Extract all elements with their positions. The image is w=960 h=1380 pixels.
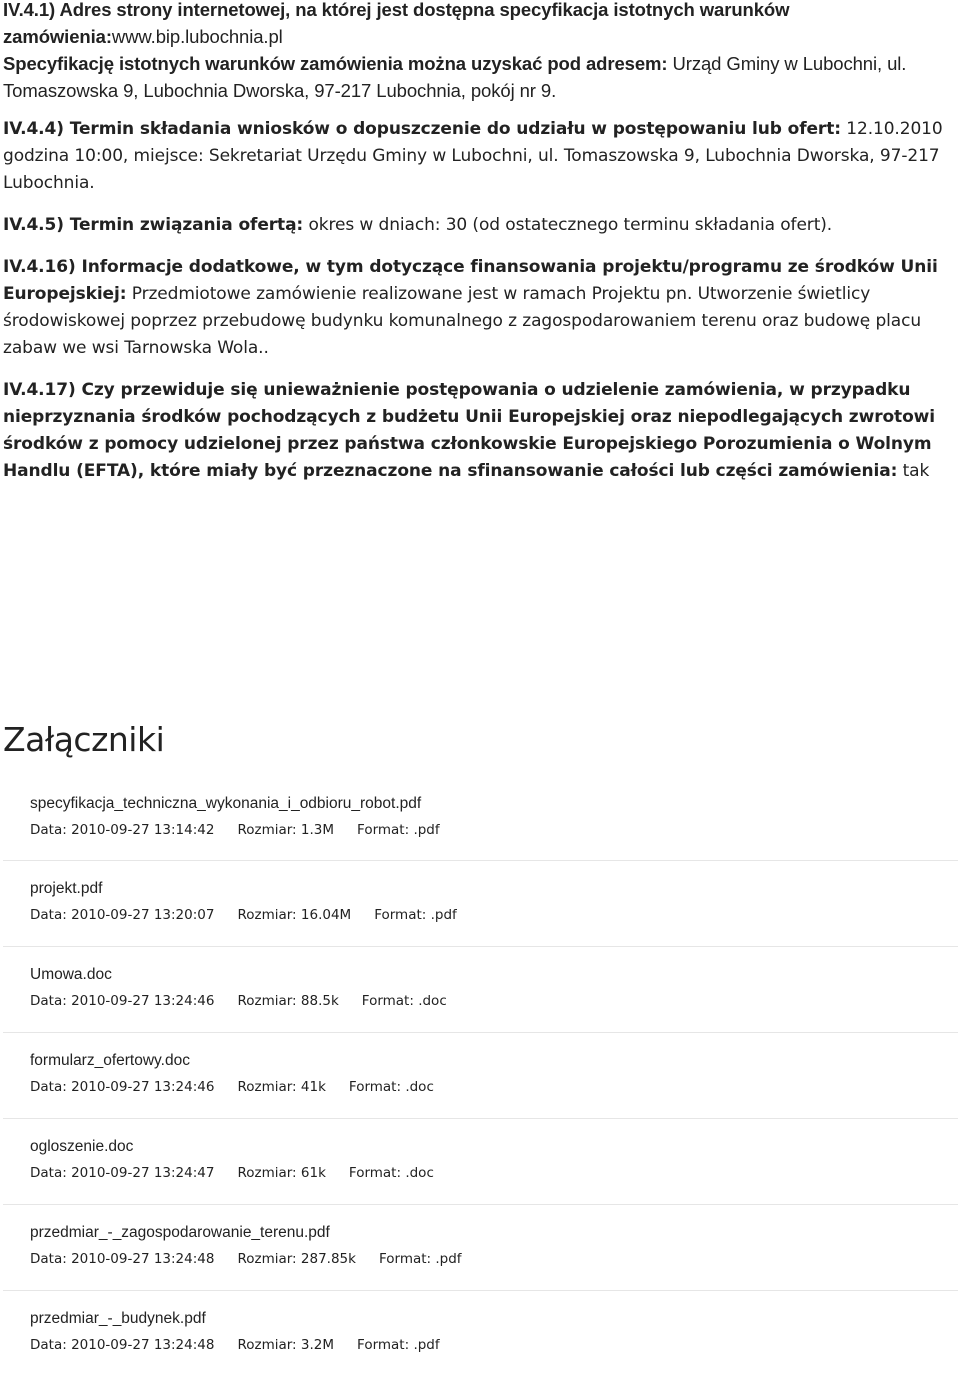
attachment-format: Format: .pdf: [374, 907, 457, 923]
attachment-meta: [30, 1164, 958, 1182]
section-label: IV.4.4) Termin składania wniosków o dopuszczenie do udziału w postępowaniu lub ofert:: [3, 119, 841, 139]
attachment-meta: [30, 821, 958, 839]
section-label: IV.4.5) Termin związania ofertą:: [3, 215, 304, 235]
section-label: Specyfikację istotnych warunków zamówienia można uzyskać pod adresem:: [3, 53, 668, 74]
attachment-meta: [30, 906, 958, 924]
attachment-date: Data: 2010-09-27 13:14:42: [30, 822, 215, 838]
attachment-meta: [30, 1250, 958, 1268]
attachment-date: Data: 2010-09-27 13:24:48: [30, 1337, 215, 1353]
attachment-link[interactable]: przedmiar_-_zagospodarowanie_terenu.pdf: [30, 1224, 330, 1241]
attachment-format: Format: .doc: [348, 1079, 434, 1095]
attachment-item: [3, 861, 958, 947]
attachment-meta: [30, 992, 958, 1010]
attachment-date: Data: 2010-09-27 13:24:46: [30, 993, 215, 1009]
section-label: IV.4.17) Czy przewiduje się unieważnienie postępowania o udzielenie zamówienia, w przypadku nieprzyznania środków pochodzących z budżetu Unii Europejskiej oraz niepodlegających zwrotowi środków z pomocy udzielonej przez państwa członkowskie Europejskiego Porozumienia o Wolnym Handlu (EFTA), które miały być przeznaczone na sfinansowanie całości lub części zamówienia:: [3, 380, 935, 481]
attachment-format: Format: .pdf: [378, 1251, 462, 1267]
attachment-size: Rozmiar: 61k: [237, 1165, 326, 1181]
attachment-size: Rozmiar: 88.5k: [237, 993, 339, 1009]
notice-sections: [3, 0, 955, 485]
attachment-link[interactable]: ogloszenie.doc: [30, 1138, 134, 1155]
attachment-item: [3, 1033, 958, 1119]
attachment-item: [3, 790, 958, 861]
attachment-format: Format: .doc: [361, 993, 447, 1009]
attachment-date: Data: 2010-09-27 13:24:48: [30, 1251, 215, 1267]
attachment-format: Format: .doc: [348, 1165, 434, 1181]
attachment-meta: [30, 1336, 958, 1354]
attachment-item: [3, 1205, 958, 1291]
section-cancellation: [3, 377, 955, 485]
attachment-size: Rozmiar: 16.04M: [237, 907, 352, 923]
section-binding-period: [3, 212, 955, 239]
attachment-date: Data: 2010-09-27 13:24:46: [30, 1079, 215, 1095]
section-website: [3, 0, 955, 104]
attachment-size: Rozmiar: 1.3M: [237, 822, 335, 838]
attachment-size: Rozmiar: 3.2M: [237, 1337, 335, 1353]
attachments-title: Załączniki: [3, 720, 165, 759]
section-deadline: [3, 116, 955, 197]
attachment-date: Data: 2010-09-27 13:20:07: [30, 907, 215, 923]
section-value: 12.10.2010 godzina 10:00, miejsce: Sekretariat Urzędu Gminy w Lubochni, ul. Tomaszowska 9, Lubochnia Dworska, 97-217 Lubochnia.: [3, 119, 943, 193]
section-value: Przedmiotowe zamówienie realizowane jest w ramach Projektu pn. Utworzenie świetlicy środowiskowej poprzez przebudowę budynku komunalnego z zagospodarowaniem terenu oraz budowę placu zabaw we wsi Tarnowska Wola..: [3, 284, 921, 358]
attachment-item: [3, 947, 958, 1033]
attachment-link[interactable]: specyfikacja_techniczna_wykonania_i_odbioru_robot.pdf: [30, 795, 422, 812]
attachment-format: Format: .pdf: [357, 822, 440, 838]
attachment-size: Rozmiar: 287.85k: [237, 1251, 356, 1267]
section-value: www.bip.lubochnia.pl: [111, 26, 283, 47]
attachment-link[interactable]: formularz_ofertowy.doc: [30, 1052, 190, 1069]
attachment-link[interactable]: projekt.pdf: [30, 880, 103, 897]
section-label: IV.4.16) Informacje dodatkowe, w tym dotyczące finansowania projektu/programu ze środków Unii Europejskiej:: [3, 257, 938, 304]
section-additional-info: [3, 254, 955, 362]
attachment-link[interactable]: Umowa.doc: [30, 966, 112, 983]
attachment-item: [3, 1291, 958, 1377]
attachments-list: [3, 790, 958, 1377]
section-value: Urząd Gminy w Lubochni, ul. Tomaszowska 9, Lubochnia Dworska, 97-217 Lubochnia, pokój nr 9.: [3, 53, 907, 101]
section-value: tak: [902, 461, 930, 481]
section-label: IV.4.1) Adres strony internetowej, na której jest dostępna specyfikacja istotnych warunków zamówienia:: [3, 0, 790, 47]
attachment-link[interactable]: przedmiar_-_budynek.pdf: [30, 1310, 206, 1327]
attachment-format: Format: .pdf: [357, 1337, 440, 1353]
attachment-date: Data: 2010-09-27 13:24:47: [30, 1165, 215, 1181]
attachment-item: [3, 1119, 958, 1205]
attachment-size: Rozmiar: 41k: [237, 1079, 326, 1095]
attachment-meta: [30, 1078, 958, 1096]
section-value: okres w dniach: 30 (od ostatecznego terminu składania ofert).: [308, 215, 833, 235]
